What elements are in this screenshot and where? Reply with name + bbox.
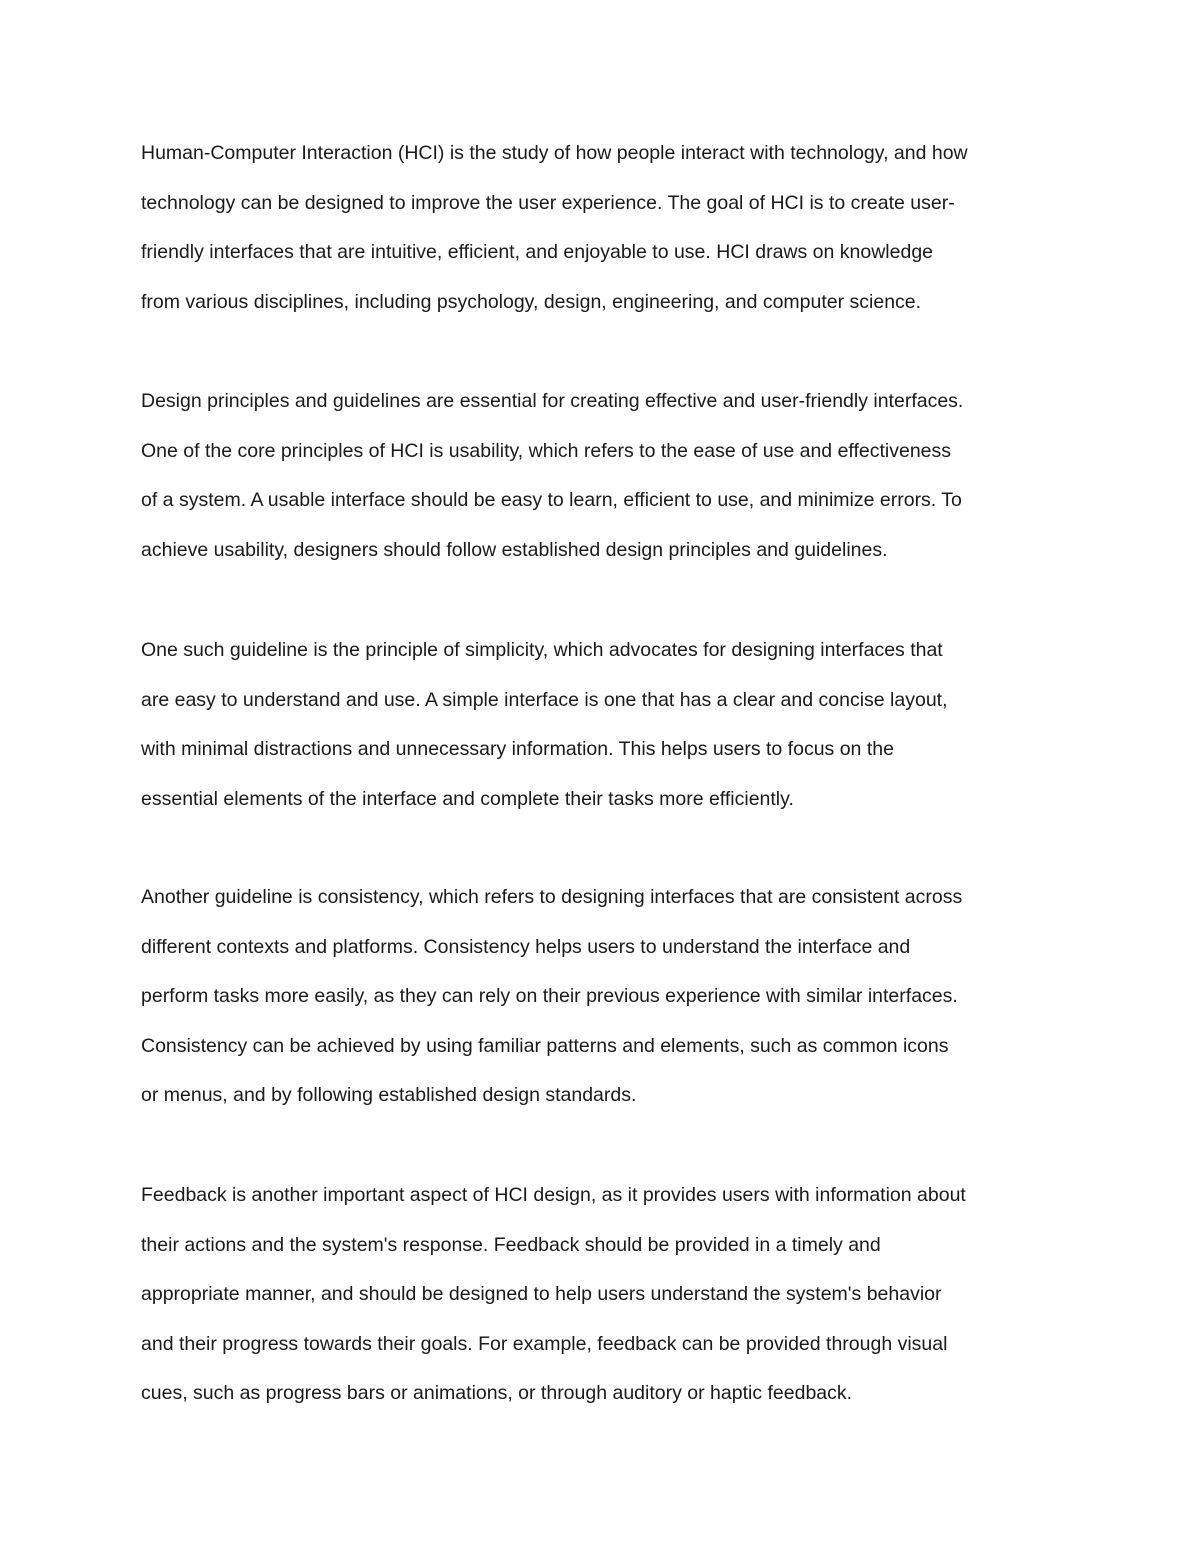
- text-line: with minimal distractions and unnecessary information. This helps users to focus on the: [141, 738, 894, 761]
- paragraph-hci-intro: [141, 129, 1081, 327]
- text-line: achieve usability, designers should follow established design principles and guidelines.: [141, 538, 888, 561]
- text-line: Human-Computer Interaction (HCI) is the study of how people interact with technology, and how: [141, 142, 968, 164]
- paragraph-design-principles: [141, 377, 1081, 575]
- text-line: of a system. A usable interface should be easy to learn, efficient to use, and minimize errors. To: [141, 489, 962, 512]
- text-line: cues, such as progress bars or animations, or through auditory or haptic feedback.: [141, 1382, 853, 1405]
- text-line: are easy to understand and use. A simple interface is one that has a clear and concise layout,: [141, 688, 948, 711]
- text-line: friendly interfaces that are intuitive, efficient, and enjoyable to use. HCI draws on knowledge: [141, 241, 934, 264]
- text-line: their actions and the system's response. Feedback should be provided in a timely and: [141, 1233, 881, 1256]
- text-line: essential elements of the interface and complete their tasks more efficiently.: [141, 787, 794, 810]
- text-line: from various disciplines, including psychology, design, engineering, and computer science.: [141, 290, 922, 313]
- paragraph-consistency: [141, 873, 1081, 1121]
- text-line: One of the core principles of HCI is usability, which refers to the ease of use and effectiveness: [141, 439, 952, 462]
- text-line: One such guideline is the principle of simplicity, which advocates for designing interfaces that: [141, 639, 943, 661]
- text-line: perform tasks more easily, as they can rely on their previous experience with similar interfaces.: [141, 985, 958, 1008]
- paragraph-feedback: [141, 1171, 1081, 1419]
- text-line: different contexts and platforms. Consistency helps users to understand the interface and: [141, 935, 911, 958]
- text-line: Design principles and guidelines are essential for creating effective and user-friendly interfaces.: [141, 390, 964, 412]
- text-line: technology can be designed to improve the user experience. The goal of HCI is to create user-: [141, 191, 955, 214]
- text-line: Another guideline is consistency, which refers to designing interfaces that are consistent across: [141, 886, 963, 908]
- text-line: or menus, and by following established design standards.: [141, 1084, 637, 1107]
- paragraph-simplicity: [141, 626, 1081, 824]
- text-line: Feedback is another important aspect of HCI design, as it provides users with information about: [141, 1184, 966, 1206]
- text-line: Consistency can be achieved by using familiar patterns and elements, such as common icons: [141, 1034, 949, 1057]
- text-line: and their progress towards their goals. For example, feedback can be provided through visual: [141, 1332, 948, 1355]
- text-line: appropriate manner, and should be designed to help users understand the system's behavior: [141, 1283, 942, 1306]
